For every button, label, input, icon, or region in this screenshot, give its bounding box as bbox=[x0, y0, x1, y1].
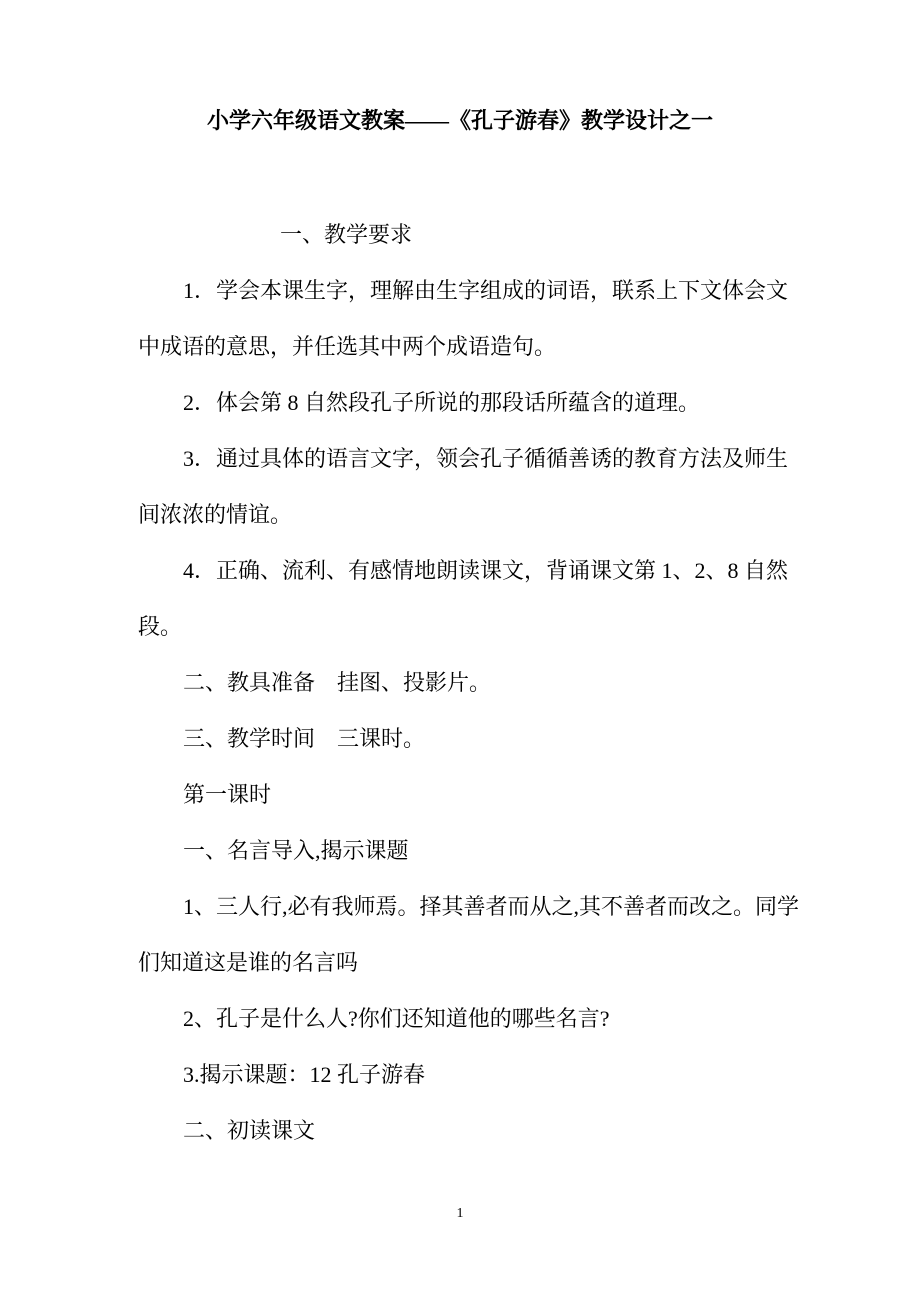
page-number: 1 bbox=[456, 1206, 464, 1221]
doc-line: 3.揭示课题：12 孔子游春 bbox=[183, 1062, 426, 1087]
doc-line: 3．通过具体的语言文字，领会孔子循循善诱的教育方法及师生 bbox=[183, 446, 789, 471]
doc-line: 们知道这是谁的名言吗 bbox=[138, 950, 359, 975]
doc-line: 2、孔子是什么人?你们还知道他的哪些名言? bbox=[183, 1006, 610, 1031]
section-heading-first-reading: 二、初读课文 bbox=[183, 1118, 316, 1143]
doc-line: 段。 bbox=[138, 614, 183, 639]
doc-line: 中成语的意思，并任选其中两个成语造句。 bbox=[138, 334, 557, 359]
doc-line: 间浓浓的情谊。 bbox=[138, 502, 293, 527]
section-heading-famous-quote-intro: 一、名言导入,揭示课题 bbox=[183, 838, 409, 863]
document-title: 小学六年级语文教案——《孔子游春》教学设计之一 bbox=[206, 108, 713, 133]
doc-line: 4．正确、流利、有感情地朗读课文，背诵课文第 1、2、8 自然 bbox=[183, 558, 789, 583]
section-heading-teaching-aids: 二、教具准备 挂图、投影片。 bbox=[183, 670, 492, 695]
section-heading-teaching-time: 三、教学时间 三课时。 bbox=[183, 726, 426, 751]
document-body bbox=[138, 207, 800, 1159]
doc-line: 1．学会本课生字，理解由生字组成的词语，联系上下文体会文 bbox=[183, 278, 789, 303]
doc-line: 1、三人行,必有我师焉。择其善者而从之,其不善者而改之。同学 bbox=[183, 894, 800, 919]
section-heading-teaching-requirements: 一、教学要求 bbox=[280, 222, 413, 247]
section-heading-first-lesson: 第一课时 bbox=[183, 782, 272, 807]
doc-line: 2．体会第 8 自然段孔子所说的那段话所蕴含的道理。 bbox=[183, 390, 701, 415]
